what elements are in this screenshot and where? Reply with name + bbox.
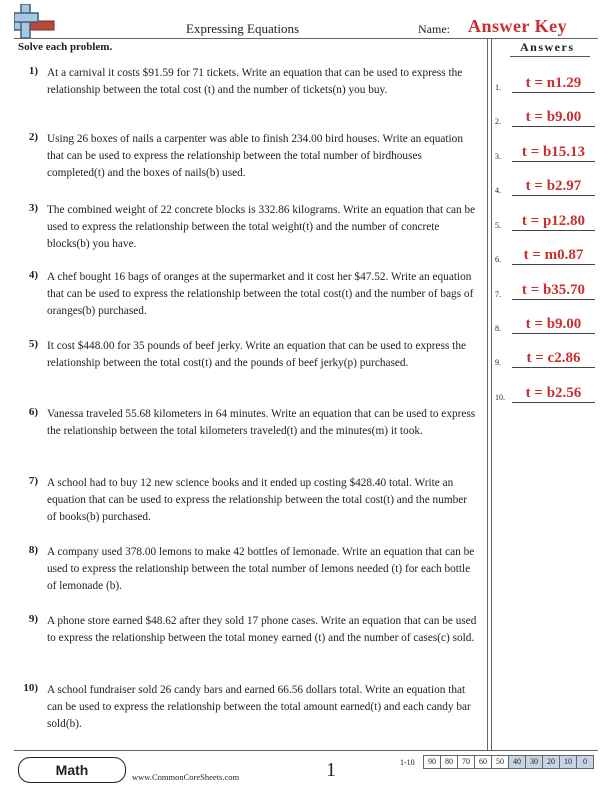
score-cell: 0 <box>577 755 594 769</box>
answers-column-divider-inner <box>491 38 492 750</box>
answer-value: t = c2.86 <box>526 350 581 366</box>
answer-value: t = b9.00 <box>525 109 582 125</box>
problem-text: The combined weight of 22 concrete blocks is 332.86 kilograms. Write an equation that can be used to express the relationship between the total weight(t) and the number of concrete blocks(b) you have. <box>47 204 476 250</box>
score-cell: 10 <box>560 755 577 769</box>
answer-number: 9. <box>495 358 501 367</box>
answer-line <box>512 367 595 368</box>
problem-number: 4) <box>28 269 38 281</box>
answer-line <box>512 92 595 93</box>
answer-5 <box>495 212 595 232</box>
footer-divider <box>14 750 598 751</box>
plus-minus-logo-icon <box>14 4 58 38</box>
problem-number: 6) <box>28 406 38 418</box>
page-number: 1 <box>326 759 336 781</box>
problem-number: 8) <box>28 544 38 556</box>
answer-number: 6. <box>495 255 501 264</box>
answers-heading-underline <box>510 56 590 57</box>
answer-value: t = b2.56 <box>525 385 582 401</box>
site-url: www.CommonCoreSheets.com <box>132 772 240 782</box>
problem-number: 10) <box>23 682 38 694</box>
answer-number: 4. <box>495 186 501 195</box>
worksheet-title: Expressing Equations <box>186 21 300 36</box>
problem-text: At a carnival it costs $91.59 for 71 tickets. Write an equation that can be used to express the relationship between the total cost (t) and the number of tickets(n) you buy. <box>47 67 463 96</box>
answer-8 <box>495 315 595 335</box>
answer-2 <box>495 108 595 128</box>
answers-heading: Answers <box>520 40 575 54</box>
problem-text: Using 26 boxes of nails a carpenter was able to finish 234.00 bird houses. Write an equation that can be used to express the relationship between the total number of birdhouses completed(t) and the boxes of nails(b) used. <box>47 133 463 179</box>
answer-9 <box>495 349 595 369</box>
answer-line <box>512 230 595 231</box>
answer-value: t = b9.00 <box>525 316 582 332</box>
answers-column-divider <box>487 38 488 750</box>
answer-line <box>512 402 595 403</box>
answer-key-label: Answer Key <box>468 16 568 36</box>
answer-value: t = m0.87 <box>523 247 584 263</box>
problem-text: A chef bought 16 bags of oranges at the supermarket and it cost her $47.52. Write an equation that can be used to express the relationship between the total cost(t) and the number of bags of oranges(b) purchased. <box>47 271 474 317</box>
answer-line <box>512 195 595 196</box>
score-cell: 20 <box>543 755 560 769</box>
instructions: Solve each problem. <box>18 41 113 53</box>
answer-4 <box>495 177 595 197</box>
answer-number: 7. <box>495 290 501 299</box>
problem-text: A phone store earned $48.62 after they sold 17 phone cases. Write an equation that can be used to express the relationship between the total money earned (t) and the number of cases(c) sold. <box>47 615 477 644</box>
answer-value: t = n1.29 <box>525 75 582 91</box>
answer-3 <box>495 143 595 163</box>
answer-value: t = p12.80 <box>521 213 586 229</box>
name-label: Name: <box>418 22 450 36</box>
answer-line <box>512 126 595 127</box>
answer-value: t = b15.13 <box>521 144 586 160</box>
answer-line <box>512 299 595 300</box>
score-cell: 90 <box>423 755 441 769</box>
answer-line <box>512 333 595 334</box>
problem-number: 3) <box>28 202 38 214</box>
problem-number: 7) <box>28 475 38 487</box>
answer-number: 10. <box>495 393 505 402</box>
score-cell: 50 <box>492 755 509 769</box>
problem-text: Vanessa traveled 55.68 kilometers in 64 minutes. Write an equation that can be used to express the relationship between the total kilometers traveled(t) and the minutes(m) it took. <box>47 408 476 437</box>
score-cell: 70 <box>458 755 475 769</box>
problem-text: A school had to buy 12 new science books and it ended up costing $428.40 total. Write an equation that can be used to express the relationship between the total cost(t) and the number of books(b) purchased. <box>47 477 468 523</box>
header-divider <box>14 38 598 39</box>
score-cell: 30 <box>526 755 543 769</box>
answer-7 <box>495 281 595 301</box>
answer-number: 3. <box>495 152 501 161</box>
problem-text: It cost $448.00 for 35 pounds of beef jerky. Write an equation that can be used to express the relationship between the total cost(t) and the pounds of beef jerky(p) purchased. <box>47 340 466 369</box>
problem-number: 9) <box>28 613 38 625</box>
answer-6 <box>495 246 595 266</box>
score-cell: 60 <box>475 755 492 769</box>
answer-line <box>512 161 595 162</box>
problem-number: 2) <box>28 131 38 143</box>
answer-number: 5. <box>495 221 501 230</box>
score-cell: 40 <box>509 755 526 769</box>
answer-10 <box>495 384 595 404</box>
score-table <box>423 755 594 769</box>
answer-value: t = b35.70 <box>521 282 586 298</box>
answer-value: t = b2.97 <box>525 178 582 194</box>
problem-text: A school fundraiser sold 26 candy bars and earned 66.56 dollars total. Write an equation that can be used to express the relationship between the total amount earned(t) and each candy bar sold(b). <box>47 684 471 730</box>
answer-1 <box>495 74 595 94</box>
subject-badge: Math <box>18 757 126 783</box>
score-range-label: 1-10 <box>400 758 415 767</box>
score-cell: 80 <box>441 755 458 769</box>
problem-number: 1) <box>28 65 38 77</box>
answer-number: 2. <box>495 117 501 126</box>
answer-number: 8. <box>495 324 501 333</box>
answer-line <box>512 264 595 265</box>
problem-text: A company used 378.00 lemons to make 42 bottles of lemonade. Write an equation that can be used to express the relationship between the total number of lemons needed (t) for each bottle of lemonade (b). <box>47 546 475 592</box>
answer-number: 1. <box>495 83 501 92</box>
problem-number: 5) <box>28 338 38 350</box>
